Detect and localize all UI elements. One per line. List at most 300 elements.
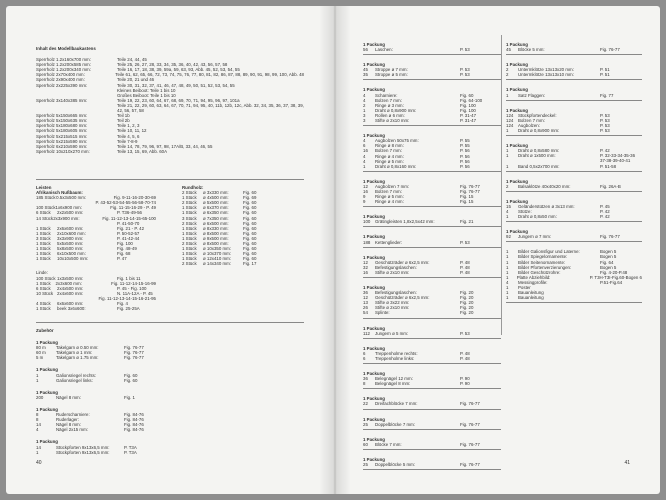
item-name: Augbolzen 7 mm: (375, 183, 410, 189)
item-reference: Fig. 60 (243, 230, 257, 236)
item-quantity: 15 (506, 203, 511, 209)
item-reference: Fig. 60 (243, 235, 257, 241)
item-quantity: 13 (363, 300, 368, 306)
packung-group (363, 87, 501, 126)
item-quantity: 1 Stück (182, 230, 197, 236)
packung-item (363, 270, 501, 275)
packung-item (363, 199, 501, 204)
item-quantity: 1 (506, 128, 509, 134)
item-quantity: 4 (363, 92, 366, 98)
item-quantity: 54 (363, 310, 368, 316)
item-name: Doppelblöcke 7 mm: (375, 421, 416, 427)
item-quantity: 6 (363, 143, 366, 149)
packung-heading: 1 Packung (506, 198, 528, 204)
part-material: Sperrholz 2x225x390 mm: (36, 82, 88, 88)
item-reference: Fig. 60 (243, 210, 257, 216)
part-numbers: Teile 4, 5, 6 (117, 133, 140, 139)
part-numbers: Teile 13, 15, 69, Abb. 60A (117, 148, 168, 154)
model-kit-contents (36, 46, 304, 154)
item-reference: Fig. 21 - P. 42 (117, 225, 145, 231)
item-reference: P. 41-42-44 (117, 235, 140, 241)
item-quantity: 1 (506, 92, 509, 98)
packung-group (363, 371, 501, 389)
packung-heading: 1 Packung (36, 406, 58, 412)
item-reference: Fig. 60 (243, 225, 257, 231)
item-reference: P. 53 (460, 47, 470, 53)
item-reference: Fig. 1 (124, 394, 135, 400)
item-reference: Fig. 60 (243, 190, 257, 196)
item-name: Takelgarn ø 1.75 mm: (56, 355, 99, 361)
item-quantity: 36 (363, 376, 368, 382)
item-quantity: 1 Stück (36, 256, 51, 262)
book-spread (6, 6, 660, 494)
part-numbers: Teile 10, 11, 12 (117, 128, 147, 134)
packung-group (506, 62, 642, 80)
item-reference: P. 56 (460, 148, 470, 154)
part-material: Sperrholz 3x140x385 mm: (36, 97, 88, 103)
item-reference: Fig. 68 (117, 251, 131, 257)
item-reference: Fig. 60 (243, 220, 257, 226)
item-name: Ruderlager: (56, 417, 79, 423)
packung-heading: 1 Packung (506, 229, 528, 235)
packung-heading: 1 Packung (363, 345, 385, 351)
item-name: Kettenglieder: (375, 239, 403, 245)
packung-heading: 1 Packung (363, 214, 385, 220)
item-name: Geländerstützen ø 3x13 mm: (518, 203, 575, 209)
item-reference: P. 48 (460, 350, 470, 356)
item-name: Stückpfortendeckel: (518, 112, 557, 118)
rundholz-list (182, 190, 304, 266)
item-dimensions: beek 3x6x600: (57, 306, 86, 312)
packung-group (506, 87, 642, 100)
packung-item (363, 118, 501, 123)
item-quantity: 45 (363, 67, 368, 73)
item-name: Poster (518, 285, 531, 290)
item-name: Ringe ø 5 mm: (375, 194, 404, 200)
zubehor-list (36, 340, 196, 455)
item-reference: P. 51-58 (600, 163, 617, 169)
item-quantity: 1 (363, 163, 366, 169)
item-name: Treppenholme links: (375, 355, 415, 361)
item-reference: P.51-Fig.64 (600, 279, 623, 285)
item-quantity: 2 (506, 72, 509, 78)
item-reference: Fig. 11-15-16-29 - P. 49 (110, 205, 156, 211)
packung-item (363, 401, 501, 406)
item-quantity: 10 Stück (36, 290, 54, 296)
item-name: Stifte ø 3x22 mm: (375, 300, 410, 306)
packung-heading: 1 Packung (363, 456, 385, 462)
item-name: Stütze: (518, 208, 532, 214)
item-quantity: 1 Stück (182, 225, 197, 231)
packung-item (506, 295, 642, 300)
item-name: Stroppe ø 5 mm: (375, 72, 408, 78)
packung-group (363, 437, 501, 450)
item-name: Rollen ø 6 mm: (375, 112, 405, 118)
item-quantity: 26 (363, 305, 368, 311)
item-reference: Fig. 17 (243, 261, 257, 267)
item-quantity: 1 Stück (36, 246, 51, 252)
item-dimensions: ø 8x330 mm: (203, 225, 229, 231)
right-column-1 (363, 35, 501, 473)
item-dimensions: 0.5x3x500 mm: (56, 195, 87, 201)
item-quantity: 1 Stück (182, 246, 197, 252)
part-material: Sperrholz 5x150x665 mm: (36, 113, 88, 119)
item-reference: Fig. 84-76 (124, 412, 144, 418)
item-reference: Fig. 76-77 (460, 183, 480, 189)
item-quantity: 1 (506, 259, 509, 265)
item-name: Bilder Seitenornamente: (518, 259, 566, 265)
item-reference: P. 31-47 (460, 118, 477, 124)
item-name: Dreifachblöcke 7 mm: (375, 401, 418, 407)
item-reference: Fig. 11-12-13-14-15-65-100 (102, 215, 156, 221)
item-name: Ringe ø 8 mm: (375, 143, 404, 149)
part-numbers: 42, 56, 57, 58 (117, 108, 144, 114)
item-quantity: 9 (363, 199, 366, 205)
item-quantity: 8 (363, 381, 366, 387)
item-reference: Fig. 60 (243, 241, 257, 247)
item-quantity: 1 (506, 148, 509, 154)
packung-item (363, 164, 501, 169)
item-reference: Fig. 76-77 (460, 461, 480, 467)
item-reference: Bogen 5 (600, 264, 617, 270)
item-name: Nägel 8 mm: (56, 394, 81, 400)
item-name: Stifte ø 2x10 mm: (375, 118, 410, 124)
part-material: Sperrholz 1.2x160x700 mm: (36, 57, 91, 63)
zubehor-section (36, 328, 196, 455)
item-reference: Fig. 76-77 (124, 355, 144, 361)
packung-item (363, 331, 501, 336)
part-material: Sperrholz 5x180x680 mm: (36, 123, 88, 129)
item-reference: P. 41-50-70 (117, 220, 140, 226)
packung-item (36, 378, 196, 383)
item-reference: Fig. 60 (460, 92, 474, 98)
item-reference: Fig. 11-12-13-14-15-16-21-95 (98, 295, 156, 301)
item-name: Bolzen 7 mm: (375, 148, 402, 154)
item-name: Untermklötze 13x13x10 mm: (518, 72, 574, 78)
packung-heading: 1 Packung (363, 234, 385, 240)
item-reference: P. 45 (600, 203, 610, 209)
item-dimensions: ø 10x350 mm: (203, 246, 232, 252)
item-quantity: 1 (506, 274, 509, 280)
item-reference: P. 53 (600, 128, 610, 134)
item-quantity: 4 (506, 208, 509, 214)
item-name: Belegnägel 8 mm: (375, 381, 411, 387)
rundholz-section (182, 185, 304, 267)
item-dimensions: ø 6x350 mm: (203, 210, 229, 216)
packung-group (36, 407, 196, 432)
item-quantity: 12 (363, 295, 368, 301)
item-reference: Fig. 76-77 (124, 350, 144, 356)
part-material: Sperrholz 6x210x590 mm: (36, 143, 88, 149)
packung-group (506, 249, 642, 303)
item-name: Augbolzen: (518, 122, 540, 128)
packung-heading: 1 Packung (36, 340, 58, 346)
packung-group (36, 340, 196, 360)
item-quantity: 36 (363, 290, 368, 296)
item-quantity: 14 (36, 444, 41, 450)
item-reference: Fig. 60 (243, 200, 257, 206)
item-quantity: 1 Stück (182, 235, 197, 241)
item-quantity: 1 Stück (182, 251, 197, 257)
part-numbers: Teil 1b (117, 113, 130, 119)
item-reference: Fig. 100 (460, 102, 476, 108)
list-item (182, 261, 304, 266)
item-reference: Fig. 20 (460, 290, 474, 296)
item-dimensions: 6x10x500 mm: (57, 251, 86, 257)
part-numbers: Teile 61, 62, 65, 66, 72, 73, 74, 75, 76, 77, 80, 81, 82, 86, 87, 88, 89, 90, 91, 98, 99, 100, Abb. 48 (115, 72, 304, 78)
packung-heading: 1 Packung (506, 42, 528, 47)
item-dimensions: 2x2x500 mm: (57, 210, 84, 216)
packung-heading: 1 Packung (363, 133, 385, 139)
item-name: Treppenholme rechts: (375, 350, 418, 356)
item-quantity: 8 (36, 412, 39, 418)
item-reference: P. 48 (460, 259, 470, 265)
item-reference: Fig. 60 (243, 251, 257, 257)
packung-item (506, 234, 642, 239)
item-name: Balsaklötze 40x40x20 mm: (518, 183, 571, 189)
packung-heading: 1 Packung (363, 396, 385, 402)
item-quantity: 1 Stück (36, 230, 51, 236)
item-reference: P. 53 (460, 72, 470, 78)
packung-heading: 1 Packung (363, 416, 385, 422)
packung-item (506, 93, 642, 98)
packung-item (506, 184, 642, 189)
item-name: Draht ø 0,8x160 mm: (375, 163, 417, 169)
item-dimensions: 10x10x500 mm: (57, 256, 89, 262)
item-reference: Bogen 5 (600, 249, 617, 255)
item-quantity: 185 Stück (36, 195, 56, 201)
item-quantity: 3 (363, 112, 366, 118)
item-dimensions: ø 5x500 mm: (203, 200, 229, 206)
list-item (36, 306, 156, 311)
item-name: Galionsriegel links: (56, 377, 93, 383)
packung-group (363, 326, 501, 339)
part-numbers: Teile 25, 26, 27, 28, 33, 34, 35, 36, 40, 42, 43, 56, 57, 58 (117, 62, 228, 68)
item-quantity: 1 Stück (36, 241, 51, 247)
subheading: Afrikanisch Nußbaum: (36, 190, 83, 196)
item-quantity: 4 Stück (36, 300, 51, 306)
item-name: Bilder Geschützrohre: (518, 269, 561, 275)
item-reference: P. 42 (600, 214, 610, 220)
item-dimensions: ø 9x500 mm: (203, 235, 229, 241)
item-quantity: 2 Stück (182, 261, 197, 267)
item-name: Scharniere: (375, 92, 398, 98)
part-numbers: Großes Beiboot: Teile 1 bis 10 (117, 92, 176, 98)
part-numbers: Teil 2b (117, 118, 130, 124)
item-quantity: 1 Stück (182, 195, 197, 201)
item-name: Geschützräder ø 6x2,5 mm: (375, 259, 430, 265)
item-reference: Fig. 64-100 (460, 97, 483, 103)
item-reference: Fig. 1 bis 11 (117, 275, 141, 281)
section-heading: Leisten (36, 185, 52, 190)
item-quantity: 14 Stück (36, 215, 54, 221)
item-name: Stückpforten 9x13x6,5 mm: (56, 444, 110, 450)
item-dimensions: ø 3x330 mm: (203, 190, 229, 196)
item-name: Geschützräder ø 6x2,5 mm: (375, 295, 430, 301)
part-material: Sperrholz 5x215x590 mm: (36, 138, 88, 144)
item-name: Bolzen 7 mm: (375, 188, 402, 194)
item-quantity: 1 (363, 107, 366, 113)
item-quantity: 12 (363, 259, 368, 265)
packung-item (506, 164, 642, 169)
item-quantity: 25 (363, 421, 368, 427)
item-reference: P. 43-52-53-54-55-56-58-70-74 (95, 200, 156, 206)
part-material: Sperrholz 10x210x270 mm: (36, 148, 90, 154)
packung-heading: 1 Packung (506, 87, 528, 93)
item-quantity: 6 (363, 350, 366, 356)
item-reference: Fig. 60 (124, 372, 138, 378)
item-reference: P. 45 - Fig. 100 (117, 285, 147, 291)
item-quantity: 2 (506, 67, 509, 73)
item-name: Befestigungslaschen: (375, 290, 417, 296)
item-reference: Fig. 76-77 (460, 421, 480, 427)
item-dimensions: ø 12x410 mm: (203, 256, 232, 262)
packung-group (363, 457, 501, 470)
page-title: Inhalt des Modellbaukastens (36, 46, 96, 51)
item-reference: Fig. 4-20-P.48 (600, 269, 628, 275)
item-quantity: 200 (36, 394, 44, 400)
packung-item (363, 442, 501, 447)
item-name: Ringe ø 4 mm: (375, 199, 404, 205)
item-quantity: 16 (363, 269, 368, 275)
item-reference: P. 90 (460, 376, 470, 382)
item-name: Bilder Galionsfigur und Laterne: (518, 249, 580, 255)
item-reference: P. 48 (460, 264, 470, 270)
item-quantity: 4 (363, 138, 366, 144)
item-reference: Fig. 4 (117, 300, 128, 306)
item-reference: P. 48 (460, 269, 470, 275)
item-quantity: 4 (363, 97, 366, 103)
packung-heading: 1 Packung (36, 367, 58, 373)
item-quantity: 2 Stück (182, 241, 197, 247)
item-quantity: 4 (363, 153, 366, 159)
packung-group (363, 285, 501, 319)
item-reference: Fig. 84-76 (124, 417, 144, 423)
item-reference: Fig. 20 (460, 295, 474, 301)
item-reference: N. 11A-12A - P. 45 (117, 290, 153, 296)
item-name: Messingprofile: (518, 279, 548, 285)
item-dimensions: 2x4x600 mm: (57, 290, 84, 296)
leisten-section (36, 185, 156, 311)
item-reference: Fig. 76-77 (600, 47, 620, 53)
item-dimensions: ø 14x340 mm: (203, 261, 232, 267)
part-numbers: Teile 24, 44, 45 (117, 57, 147, 63)
packung-item (506, 128, 642, 133)
item-reference: P. 50-52-57 (117, 230, 140, 236)
item-dimensions: 2x10x600 mm: (57, 230, 86, 236)
item-quantity: 1 Stück (182, 256, 197, 262)
item-quantity: 25 (363, 461, 368, 467)
packung-group (363, 417, 501, 430)
item-name: Bolzen 7 mm: (375, 97, 402, 103)
item-name: Stückpforten 9x13x6,5 mm: (56, 449, 110, 455)
item-quantity: 124 (506, 112, 514, 118)
item-reference: P. 56 (460, 163, 470, 169)
packung-heading: 1 Packung (363, 285, 385, 290)
item-quantity: 188 (363, 239, 371, 245)
item-name: Jungern ø 5 mm: (375, 330, 409, 336)
item-name: Bauanleitung (518, 290, 544, 296)
packung-group (36, 439, 196, 454)
item-name: Grätingleisten 1,8x2,5x42 mm: (375, 219, 435, 225)
right-page (335, 6, 660, 494)
item-quantity: 16 (363, 148, 368, 154)
item-quantity: 3 Stück (36, 235, 51, 241)
packung-group (363, 42, 501, 55)
packung-heading: 1 Packung (506, 62, 528, 68)
part-numbers: Teile 1, 2, 3 (117, 123, 140, 129)
item-reference: Fig. 76-77 (460, 441, 480, 447)
item-name: Satz Flaggen: (518, 92, 546, 98)
section-heading: Rundholz: (182, 185, 204, 190)
item-reference: P. T3A (124, 444, 137, 450)
item-name: Bauanleitung (518, 295, 544, 301)
packung-group (363, 62, 501, 80)
packung-item (363, 72, 501, 77)
item-quantity: 4 (506, 279, 509, 285)
item-reference: P. 53 (600, 122, 610, 128)
packung-item (363, 462, 501, 467)
item-quantity: 6 Stück (36, 285, 51, 291)
item-reference: Bogen 5 (600, 254, 617, 260)
item-reference: Fig. 100 (460, 107, 476, 113)
part-numbers: Teile 30, 31, 32, 37, 41, 46, 47, 48, 49, 50, 51, 52, 53, 54, 55 (117, 82, 235, 88)
item-name: Nägel 2x15 mm: (56, 427, 88, 433)
part-numbers: Teile 21, 22, 29, 60, 63, 64, 67, 70, 71, 94, 95, 40, 11b, 12b, 12c, Abb. 32, 34, 35, 36, 37, 38, 39, (117, 102, 304, 108)
part-numbers: Teile 14, 78, 79, 96, 97, 98, 17A/B, 33, 44, 46, 55 (117, 143, 213, 149)
item-quantity: 1 Stück (36, 225, 51, 231)
item-dimensions: 1x6x900 mm: (55, 205, 82, 211)
packung-group (363, 255, 501, 278)
item-reference: P. 32-33-34-35-36 (600, 153, 636, 159)
item-quantity: 32 (363, 264, 368, 270)
item-quantity: 2 Stück (182, 220, 197, 226)
item-name: Ringe ø 5 mm: (375, 158, 404, 164)
item-dimensions: 2x3x900 mm: (53, 215, 80, 221)
item-quantity: 80 m (36, 345, 46, 351)
item-quantity: 14 (36, 422, 41, 428)
item-quantity: 1 (506, 285, 509, 290)
item-quantity: 4 (363, 158, 366, 164)
item-quantity: 4 (36, 427, 39, 433)
item-reference: Fig. 15 (460, 199, 474, 205)
part-material: Sperrholz 5x180x605 mm: (36, 128, 88, 134)
item-reference: Fig. 76-77 (124, 345, 144, 351)
item-reference: P. 47 (117, 256, 127, 262)
packung-item (363, 219, 501, 224)
item-quantity: 124 (506, 122, 514, 128)
item-quantity: 92 (506, 234, 511, 240)
item-reference: Fig. 9-11-16-20-30-69 (113, 195, 156, 201)
item-name: Jungern ø 7 mm: (518, 234, 552, 240)
part-numbers: Teile 19, 22, 23, 60, 64, 67, 68, 69, 70, 71, 94, 95, 96, 97, 101a (117, 97, 240, 103)
item-quantity: 56 (363, 47, 368, 53)
packung-heading: 1 Packung (363, 436, 385, 442)
item-quantity: 100 Stück (36, 275, 56, 281)
packung-item (363, 381, 501, 386)
subheading: Linde: (36, 270, 48, 276)
part-numbers: Teile 20, 21 und 46 (117, 77, 155, 83)
packung-heading: 1 Packung (363, 325, 385, 331)
page-number: 41 (624, 460, 630, 466)
packung-heading: 1 Packung (363, 371, 385, 377)
packung-group (506, 42, 642, 55)
packung-heading: 1 Packung (363, 254, 385, 260)
packung-item (363, 422, 501, 427)
item-dimensions: 5x5x500 mm: (57, 241, 84, 247)
item-reference: P. T3H-T3I-Fig.60-Bogen 6 (589, 274, 642, 280)
item-reference: P. 42 (600, 208, 610, 214)
